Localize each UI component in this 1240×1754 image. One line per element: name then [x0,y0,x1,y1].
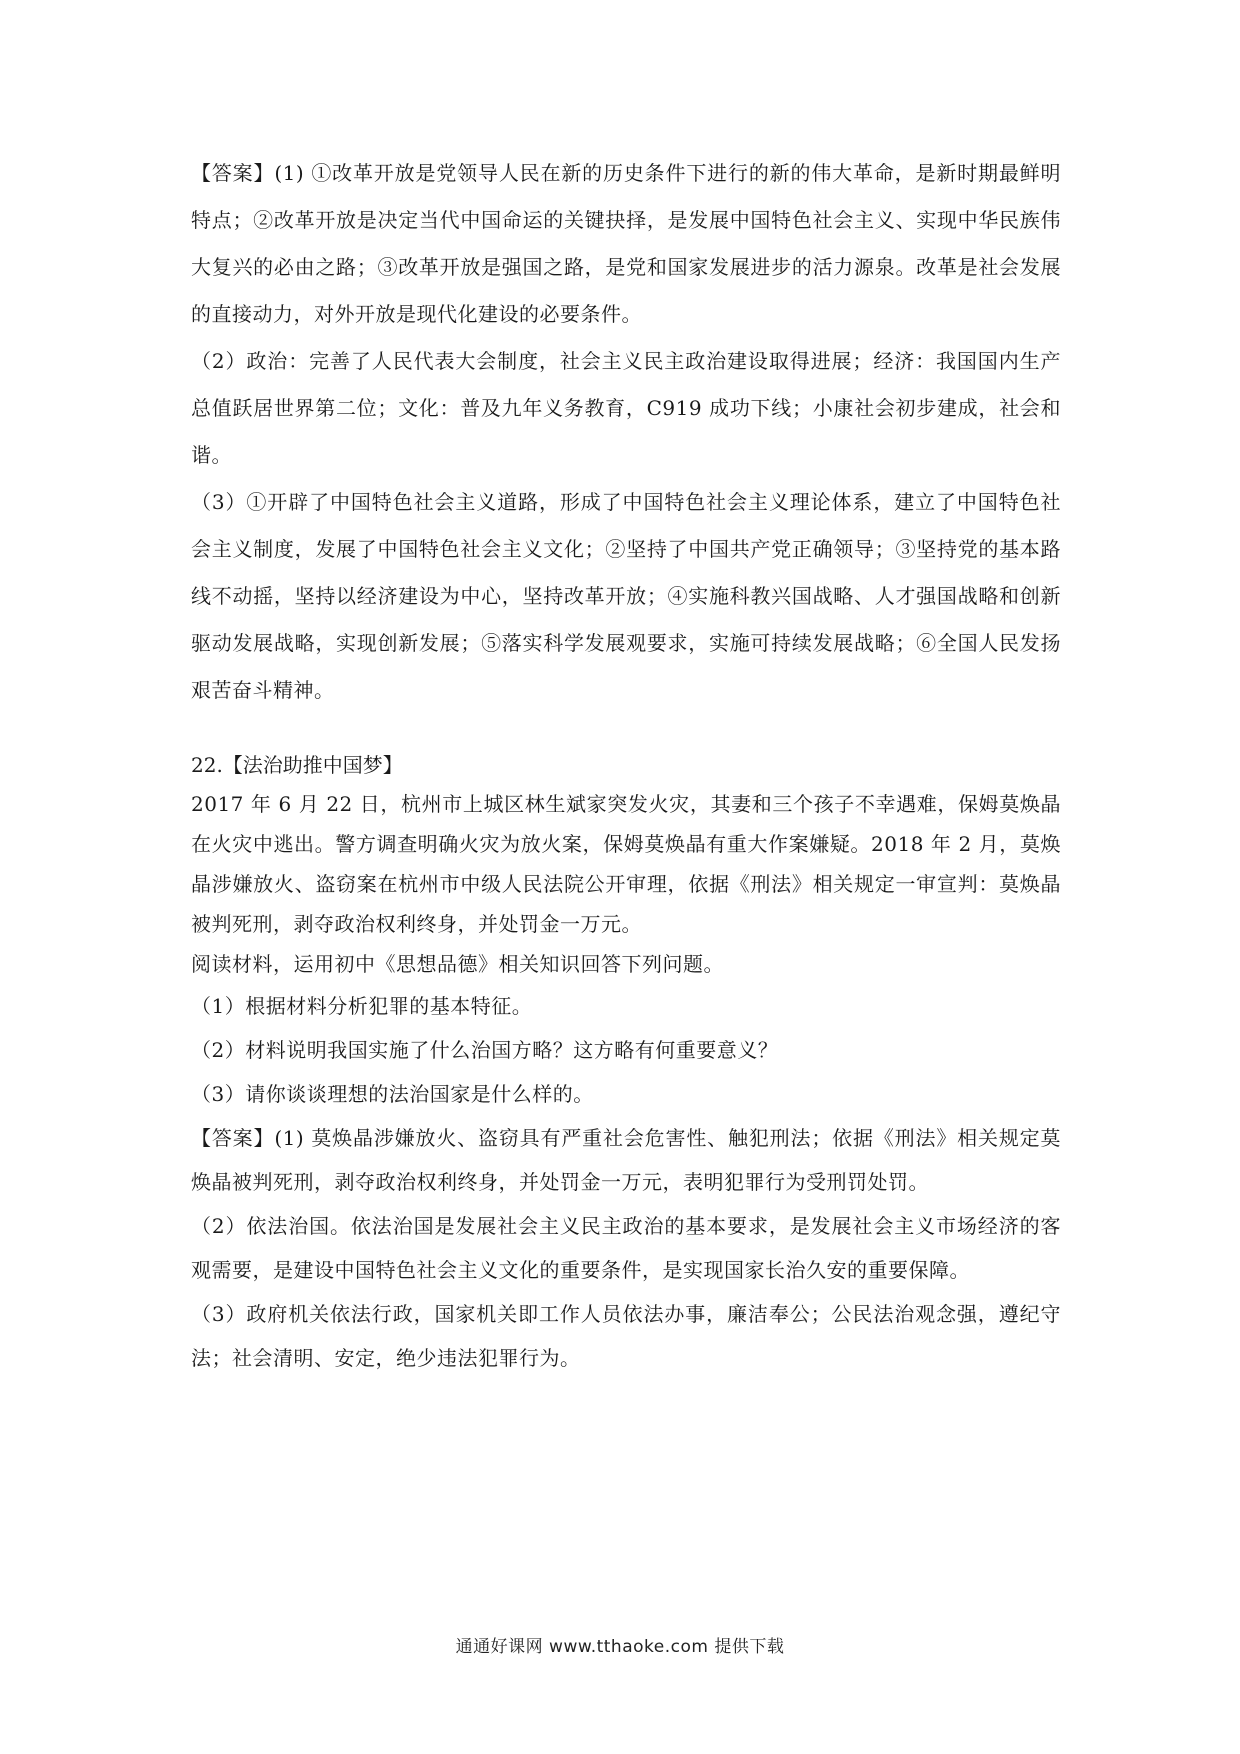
answer-2-part-1: 【答案】(1) 莫焕晶涉嫌放火、盗窃具有严重社会危害性、触犯刑法；依据《刑法》相关规定莫焕晶被判死刑，剥夺政治权利终身，并处罚金一万元，表明犯罪行为受刑罚处罚。 [191,1126,1061,1194]
section-spacer [191,714,1061,747]
question-22-sub-1: （1）根据材料分析犯罪的基本特征。 [191,994,533,1018]
question-22-sub-3: （3）请你谈谈理想的法治国家是什么样的。 [191,1082,594,1106]
question-22-title: 22.【法治助推中国梦】 [191,753,403,777]
question-22-sub-2: （2）材料说明我国实施了什么治国方略？这方略有何重要意义？ [191,1038,779,1062]
answer-2-part-3: （3）政府机关依法行政，国家机关即工作人员依法办事，廉洁奉公；公民法治观念强，遵纪守法；社会清明、安定，绝少违法犯罪行为。 [191,1302,1061,1370]
answer-1-part-3: （3）①开辟了中国特色社会主义道路，形成了中国特色社会主义理论体系，建立了中国特色社会主义制度，发展了中国特色社会主义文化；②坚持了中国共产党正确领导；③坚持党的基本路线不动摇，坚持以经济建设为中心，坚持改革开放；④实施科教兴国战略、人才强国战略和创新驱动发展战略，实现创新发展；⑤落实科学发展观要求，实施可持续发展战略；⑥全国人民发扬艰苦奋斗精神。 [191,490,1061,702]
question-22-material: 2017 年 6 月 22 日，杭州市上城区林生斌家突发火灾，其妻和三个孩子不幸遇难，保姆莫焕晶在火灾中逃出。警方调查明确火灾为放火案，保姆莫焕晶有重大作案嫌疑。2018 年 2 月，莫焕晶涉嫌放火、盗窃案在杭州市中级人民法院公开审理，依据《刑法》相关规定一审宣判：莫焕晶被判死刑，剥夺政治权利终身，并处罚金一万元。 [191,792,1061,936]
page-footer: 通通好课网 www.tthaoke.com 提供下载 [455,1637,785,1657]
document-body [191,150,1061,1380]
answer-1-part-2: （2）政治：完善了人民代表大会制度，社会主义民主政治建设取得进展；经济：我国国内生产总值跃居世界第二位；文化：普及九年义务教育，C919 成功下线；小康社会初步建成，社会和谐。 [191,349,1061,467]
question-22-instruction: 阅读材料，运用初中《思想品德》相关知识回答下列问题。 [191,952,724,976]
answer-2-part-2: （2）依法治国。依法治国是发展社会主义民主政治的基本要求，是发展社会主义市场经济的客观需要，是建设中国特色社会主义文化的重要条件，是实现国家长治久安的重要保障。 [191,1214,1061,1282]
answer-1-part-1: 【答案】(1) ①改革开放是党领导人民在新的历史条件下进行的新的伟大革命，是新时期最鲜明特点；②改革开放是决定当代中国命运的关键抉择，是发展中国特色社会主义、实现中华民族伟大复兴的必由之路；③改革开放是强国之路，是党和国家发展进步的活力源泉。改革是社会发展的直接动力，对外开放是现代化建设的必要条件。 [191,161,1061,326]
